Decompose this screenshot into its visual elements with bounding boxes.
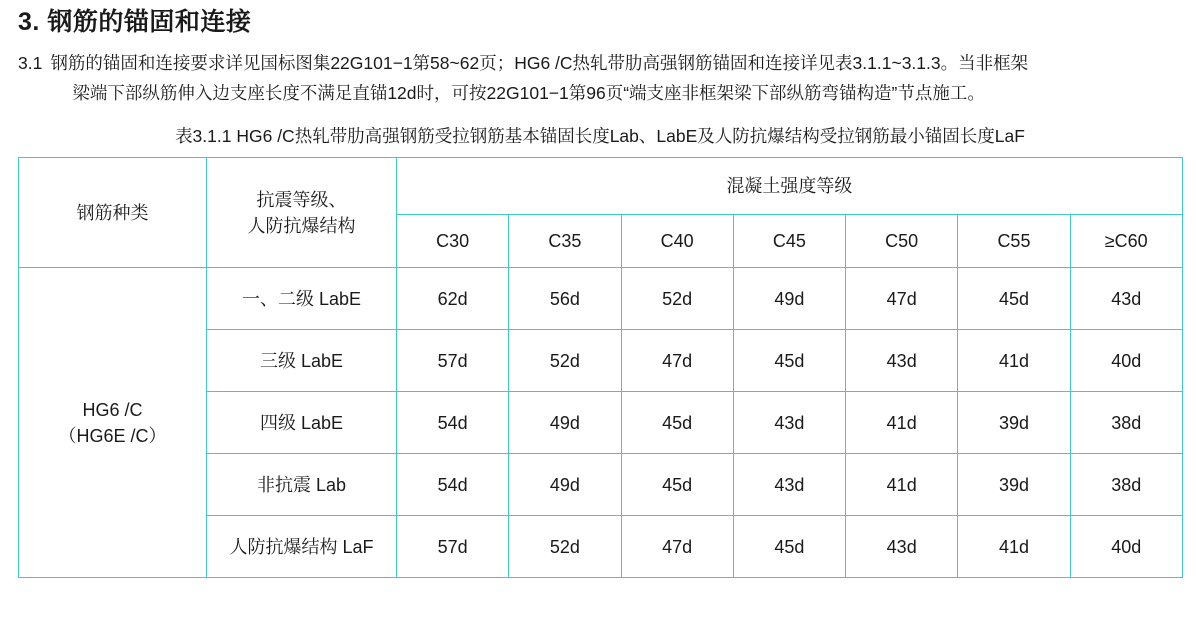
section-number: 3. <box>18 8 40 36</box>
cell-grade: 一、二级 LabE <box>207 268 397 330</box>
cell-value: 43d <box>846 516 958 578</box>
cell-value: 45d <box>733 516 845 578</box>
cell-grade: 四级 LabE <box>207 392 397 454</box>
cell-value: 40d <box>1070 330 1182 392</box>
cell-value: 45d <box>621 392 733 454</box>
header-grade-line-1: 抗震等级、 <box>256 189 347 210</box>
paragraph-3-1 <box>18 48 1182 109</box>
cell-grade: 人防抗爆结构 LaF <box>207 516 397 578</box>
header-c55: C55 <box>958 215 1070 268</box>
header-c60: ≥C60 <box>1070 215 1182 268</box>
table-caption: 表3.1.1 HG6 /C热轧带肋高强钢筋受拉钢筋基本锚固长度Lab、LabE及人防抗爆结构受拉钢筋最小锚固长度LaF <box>175 126 1025 146</box>
cell-value: 43d <box>846 330 958 392</box>
cell-value: 57d <box>397 330 509 392</box>
cell-value: 54d <box>397 454 509 516</box>
header-concrete-strength: 混凝土强度等级 <box>397 158 1183 215</box>
header-c30: C30 <box>397 215 509 268</box>
cell-value: 62d <box>397 268 509 330</box>
cell-value: 39d <box>958 454 1070 516</box>
header-kind: 钢筋种类 <box>19 158 207 268</box>
table-header-row-1 <box>19 158 1183 215</box>
cell-value: 41d <box>958 330 1070 392</box>
steel-kind-line-2: （HG6E /C） <box>58 425 167 446</box>
cell-value: 57d <box>397 516 509 578</box>
section-title-text: 钢筋的锚固和连接 <box>47 8 252 36</box>
paragraph-body <box>50 48 1182 109</box>
cell-value: 49d <box>733 268 845 330</box>
cell-value: 38d <box>1070 392 1182 454</box>
section-heading <box>18 6 1182 40</box>
cell-value: 45d <box>621 454 733 516</box>
cell-value: 47d <box>846 268 958 330</box>
cell-value: 49d <box>509 454 621 516</box>
cell-value: 54d <box>397 392 509 454</box>
cell-value: 47d <box>621 330 733 392</box>
cell-value: 43d <box>1070 268 1182 330</box>
cell-value: 56d <box>509 268 621 330</box>
table-row <box>19 268 1183 330</box>
cell-value: 45d <box>733 330 845 392</box>
cell-steel-kind <box>19 268 207 578</box>
cell-value: 38d <box>1070 454 1182 516</box>
cell-value: 52d <box>621 268 733 330</box>
cell-value: 45d <box>958 268 1070 330</box>
cell-value: 52d <box>509 516 621 578</box>
cell-value: 49d <box>509 392 621 454</box>
paragraph-line-1: 钢筋的锚固和连接要求详见国标图集22G101−1第58~62页；HG6 /C热轧带肋高强钢筋锚固和连接详见表3.1.1~3.1.3。当非框架 <box>50 52 1029 73</box>
anchorage-length-table <box>18 157 1183 578</box>
header-grade-line-2: 人防抗爆结构 <box>247 215 356 236</box>
cell-value: 43d <box>733 392 845 454</box>
paragraph-line-2: 梁端下部纵筋伸入边支座长度不满足直锚12d时，可按22G101−1第96页“端支座非框架梁下部纵筋弯锚构造”节点施工。 <box>72 83 985 104</box>
cell-value: 40d <box>1070 516 1182 578</box>
cell-value: 41d <box>846 392 958 454</box>
header-grade <box>207 158 397 268</box>
header-c45: C45 <box>733 215 845 268</box>
header-c40: C40 <box>621 215 733 268</box>
cell-value: 52d <box>509 330 621 392</box>
header-c35: C35 <box>509 215 621 268</box>
cell-value: 41d <box>958 516 1070 578</box>
cell-grade: 非抗震 Lab <box>207 454 397 516</box>
header-c50: C50 <box>846 215 958 268</box>
cell-value: 43d <box>733 454 845 516</box>
paragraph-number: 3.1 <box>18 52 43 73</box>
steel-kind-line-1: HG6 /C <box>82 399 143 420</box>
cell-value: 47d <box>621 516 733 578</box>
cell-value: 41d <box>846 454 958 516</box>
cell-grade: 三级 LabE <box>207 330 397 392</box>
cell-value: 39d <box>958 392 1070 454</box>
document-page <box>0 6 1200 617</box>
